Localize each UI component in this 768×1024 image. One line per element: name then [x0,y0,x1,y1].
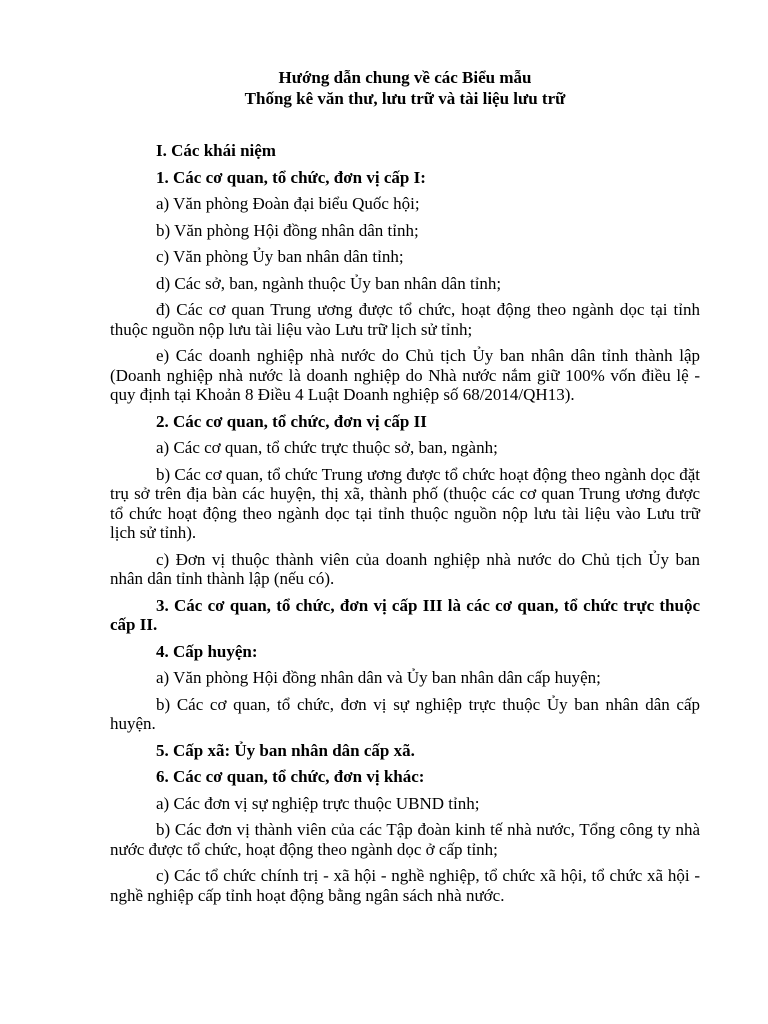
list-item: c) Các tổ chức chính trị - xã hội - nghề nghiệp, tổ chức xã hội, tổ chức xã hội - nghề nghiệp cấp tỉnh hoạt động bằng ngân sách nhà nước. [110,866,700,905]
subsection-heading: 6. Các cơ quan, tổ chức, đơn vị khác: [156,767,425,786]
subsection-heading: 3. Các cơ quan, tổ chức, đơn vị cấp III là các cơ quan, tổ chức trực thuộc cấp II. [110,595,700,634]
list-item: c) Văn phòng Ủy ban nhân dân tỉnh; [156,247,404,266]
list-item: đ) Các cơ quan Trung ương được tổ chức, hoạt động theo ngành dọc tại tỉnh thuộc nguồn nộp lưu tài liệu vào Lưu trữ lịch sử tỉnh; [110,300,700,339]
list-item: c) Đơn vị thuộc thành viên của doanh nghiệp nhà nước do Chủ tịch Ủy ban nhân dân tỉnh thành lập (nếu có). [110,549,700,588]
subsection-heading: 2. Các cơ quan, tổ chức, đơn vị cấp II [156,411,427,431]
list-item: b) Các cơ quan, tổ chức Trung ương được tổ chức hoạt động theo ngành dọc đặt trụ sở trên địa bàn các huyện, thị xã, thành phố (thuộc các cơ quan Trung ương được tổ chức hoạt động theo ngành dọc tại tỉnh thuộc nguồn nộp lưu tài liệu vào Lưu trữ lịch sử tỉnh). [110,464,700,542]
document-title: Hướng dẫn chung về các Biểu mẫu [278,68,532,87]
list-item: b) Các cơ quan, tổ chức, đơn vị sự nghiệp trực thuộc Ủy ban nhân dân cấp huyện. [110,694,700,733]
document-header [110,67,700,109]
list-item: a) Văn phòng Hội đồng nhân dân và Ủy ban nhân dân cấp huyện; [156,668,601,687]
list-item: e) Các doanh nghiệp nhà nước do Chủ tịch Ủy ban nhân dân tỉnh thành lập (Doanh nghiệp nhà nước là doanh nghiệp do Nhà nước nắm giữ 100% vốn điều lệ - quy định tại Khoản 8 Điều 4 Luật Doanh nghiệp số 68/2014/QH13). [110,346,700,404]
subsection-heading: 5. Cấp xã: Ủy ban nhân dân cấp xã. [156,740,415,760]
subsection-heading: 1. Các cơ quan, tổ chức, đơn vị cấp I: [156,167,426,187]
list-item: a) Các cơ quan, tổ chức trực thuộc sở, ban, ngành; [156,438,498,457]
subsection-heading: 4. Cấp huyện: [156,641,258,661]
document-body [110,141,700,912]
list-item: a) Các đơn vị sự nghiệp trực thuộc UBND tỉnh; [156,793,480,813]
list-item: a) Văn phòng Đoàn đại biểu Quốc hội; [156,194,420,213]
list-item: d) Các sở, ban, ngành thuộc Ủy ban nhân dân tỉnh; [156,273,502,293]
list-item: b) Văn phòng Hội đồng nhân dân tỉnh; [156,220,419,240]
section-heading: I. Các khái niệm [156,141,276,160]
document-subtitle: Thống kê văn thư, lưu trữ và tài liệu lưu trữ [244,89,566,108]
list-item: b) Các đơn vị thành viên của các Tập đoàn kinh tế nhà nước, Tổng công ty nhà nước được tổ chức, hoạt động theo ngành dọc ở cấp tỉnh; [110,820,700,859]
